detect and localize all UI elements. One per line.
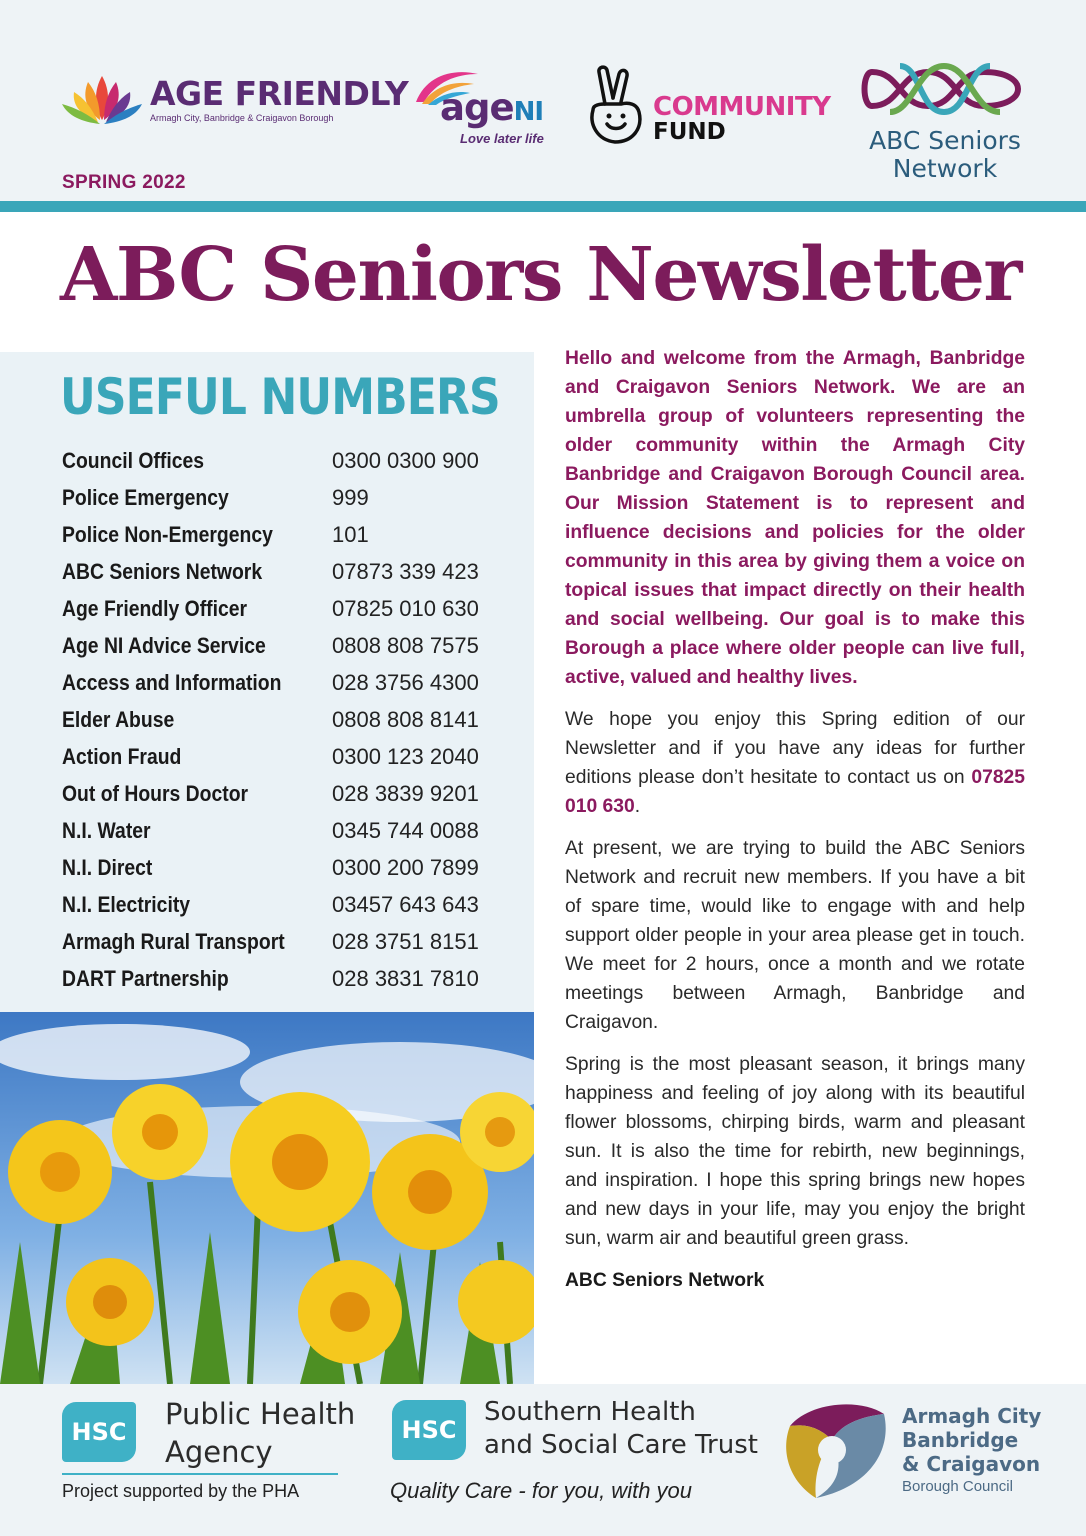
council-line4: Borough Council <box>902 1478 1013 1495</box>
phone-number: 028 3839 9201 <box>332 780 479 806</box>
contact-name: Police Emergency <box>62 484 229 510</box>
signature: ABC Seniors Network <box>565 1270 765 1291</box>
phone-number: 028 3751 8151 <box>332 928 479 954</box>
intro-paragraph: Hello and welcome from the Armagh, Banbridge and Craigavon Seniors Network. We are an umbrella group of volunteers representing the older community within the Armagh City Banbridge and Craigavon Borough Council area. Our Mission Statement is to represent and influence decisions and policies for the older community in this area by giving them a voice on topical issues that impact directly on their health and social wellbeing. Our goal is to make this Borough a place where older people can live full, active, valued and healthy lives. <box>565 348 1025 688</box>
spring-paragraph: Spring is the most pleasant season, it brings many happiness and feeling of joy along with its beautiful flower blossoms, chirping birds, warm and pleasant sun. It is also the time for rebirth, new beginnings, and inspiration. I hope this spring brings new hopes and new days in your life, may you enjoy the bright sun, warm air and beautiful green grass. <box>565 1054 1025 1249</box>
header-divider <box>0 201 1086 212</box>
contact-name: Police Non-Emergency <box>62 521 273 547</box>
phone-number: 999 <box>332 484 369 510</box>
list-item <box>62 664 502 701</box>
list-item <box>62 479 502 516</box>
list-item <box>62 775 502 812</box>
community-fund-logo <box>583 64 833 150</box>
phone-number: 0345 744 0088 <box>332 817 479 843</box>
recruit-paragraph: At present, we are trying to build the ABC Seniors Network and recruit new members. If you have a bit of spare time, would like to engage with and help support older people in your area please get in touch. We meet for 2 hours, once a month and we rotate meetings between Armagh, Banbridge and Craigavon. <box>565 838 1025 1033</box>
council-line3: & Craigavon <box>902 1452 1041 1476</box>
contact-name: Age Friendly Officer <box>62 595 248 621</box>
phone-number: 028 3756 4300 <box>332 669 479 695</box>
lotus-icon <box>60 72 144 128</box>
list-item <box>62 886 502 923</box>
pha-name: Public Health Agency <box>165 1397 356 1469</box>
contact-name: Armagh Rural Transport <box>62 928 285 954</box>
phone-number: 07873 339 423 <box>332 558 479 584</box>
council-line1: Armagh City <box>902 1404 1042 1428</box>
phone-number: 028 3831 7810 <box>332 965 479 991</box>
edition-label: SPRING 2022 <box>62 172 186 193</box>
pha-note: Project supported by the PHA <box>62 1481 300 1501</box>
list-item <box>62 923 502 960</box>
abc-seniors-line1: ABC Seniors <box>869 126 1021 155</box>
phone-number: 0808 808 7575 <box>332 632 479 658</box>
phone-number: 0300 200 7899 <box>332 854 479 880</box>
southern-trust-tagline: Quality Care - for you, with you <box>390 1478 693 1503</box>
list-item <box>62 553 502 590</box>
celtic-knot-icon <box>860 58 1030 120</box>
list-item <box>62 590 502 627</box>
contact-paragraph: We hope you enjoy this Spring edition of our Newsletter and if you have any ideas for further editions please don’t hesitate to contact us on 07825 010 630. <box>565 709 1025 817</box>
age-ni-wordmark: ageNI <box>440 86 543 129</box>
age-ni-logo <box>412 66 562 150</box>
phone-number: 0808 808 8141 <box>332 706 479 732</box>
abc-seniors-line2: Network <box>892 154 998 183</box>
age-friendly-subtitle: Armagh City, Banbridge & Craigavon Borough <box>150 113 334 123</box>
phone-number: 101 <box>332 521 369 547</box>
list-item <box>62 738 502 775</box>
age-friendly-title: AGE FRIENDLY <box>150 74 409 113</box>
phone-number: 0300 123 2040 <box>332 743 479 769</box>
list-item <box>62 960 502 997</box>
daffodils-photo <box>0 1012 534 1384</box>
useful-numbers-list <box>62 442 502 997</box>
southern-trust-name: Southern Health and Social Care Trust <box>484 1397 758 1460</box>
community-fund-line1: COMMUNITY <box>653 92 831 122</box>
phone-number: 0300 0300 900 <box>332 447 479 473</box>
contact-name: Action Fraud <box>62 743 182 769</box>
contact-name: DART Partnership <box>62 965 229 991</box>
useful-numbers-heading: USEFUL NUMBERS <box>60 368 500 426</box>
hsc-badge: HSC <box>392 1400 466 1460</box>
council-logo <box>780 1396 1040 1506</box>
list-item <box>62 849 502 886</box>
list-item <box>62 812 502 849</box>
contact-name: Out of Hours Doctor <box>62 780 249 806</box>
phone-number: 03457 643 643 <box>332 891 479 917</box>
hsc-badge: HSC <box>62 1402 136 1462</box>
divider <box>62 1473 338 1475</box>
list-item <box>62 627 502 664</box>
contact-name: Council Offices <box>62 447 204 473</box>
council-emblem-icon <box>780 1396 890 1504</box>
newsletter-title: ABC Seniors Newsletter <box>60 232 1021 318</box>
list-item <box>62 442 502 479</box>
community-fund-line2: FUND <box>653 119 726 145</box>
contact-name: N.I. Water <box>62 817 151 843</box>
abc-seniors-logo <box>855 58 1035 188</box>
crossed-fingers-icon <box>583 64 649 146</box>
age-ni-tagline: Love later life <box>460 131 544 146</box>
council-line2: Banbridge <box>902 1428 1019 1452</box>
list-item <box>62 701 502 738</box>
list-item <box>62 516 502 553</box>
contact-name: N.I. Electricity <box>62 891 191 917</box>
welcome-article <box>565 344 1025 1308</box>
contact-name: N.I. Direct <box>62 854 153 880</box>
contact-phone: 07825 010 630 <box>565 767 1025 817</box>
contact-name: Access and Information <box>62 669 282 695</box>
age-friendly-logo <box>60 72 409 132</box>
phone-number: 07825 010 630 <box>332 595 479 621</box>
contact-name: Elder Abuse <box>62 706 175 732</box>
masthead <box>0 0 1086 202</box>
contact-name: ABC Seniors Network <box>62 558 263 584</box>
contact-name: Age NI Advice Service <box>62 632 266 658</box>
